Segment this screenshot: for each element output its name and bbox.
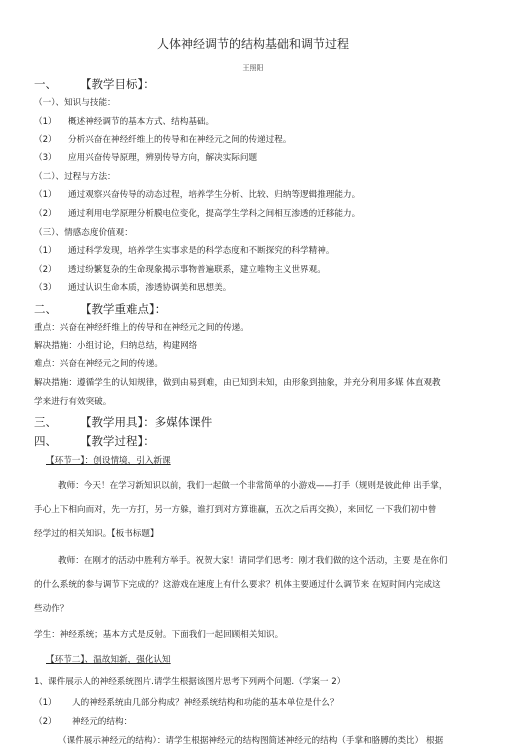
step-1-paragraph-1-line-2: 手心上下相向而对，先一方打，另一方躲，谁打到对方算谁赢，五次之后再交换），来回忆 一下我们初中曾 [34, 505, 437, 515]
step-1-paragraph-2-line-1: 教师：在刚才的活动中胜利方举手。祝贺大家！请同学们思考：刚才我们做的这个活动，主要 是在你们 [58, 556, 448, 566]
step-1-label: 【环节一】：创设情境，引入新课 [46, 456, 171, 466]
step-1-student-answer: 学生：神经系统；基本方式是反射。下面我们一起回顾相关知识。 [34, 630, 284, 640]
goal-3-item-2-text: 透过纷繁复杂的生命现象揭示事物普遍联系，建立唯物主义世界观。 [68, 265, 326, 275]
goal-1-item-3-text: 应用兴奋传导原理，辨别传导方向，解决实际问题 [68, 153, 258, 163]
step-2-line-1: 1、课件展示人的神经系统图片.请学生根据该图片思考下列两个问题.（学案一 2） [34, 677, 346, 687]
goal-1-item-3-number: （3） [34, 153, 57, 163]
section-4-number: 四、 [34, 434, 57, 448]
step-1-paragraph-1-line-1: 教师：今天！在学习新知识以前，我们一起做一个非常简单的小游戏——打手（规则是彼此伸 出手掌， [58, 481, 448, 491]
goal-3-heading: （三）、情感态度价值观： [34, 228, 133, 238]
goal-1-item-2-text: 分析兴奋在神经纤维上的传导和在神经元之间的传递过程。 [68, 135, 292, 145]
section-1-heading: 【教学目标】： [80, 77, 155, 91]
author-name: 王照阳 [242, 64, 264, 72]
goal-2-heading: （二）、过程与方法： [34, 172, 116, 182]
goal-3-item-1-number: （1） [34, 246, 57, 256]
goal-1-item-2-number: （2） [34, 135, 57, 145]
section-3-heading: 【教学用具】：多媒体课件 [80, 415, 213, 429]
step-1-paragraph-2-line-3: 些动作？ [34, 604, 69, 614]
key-point-line: 重点：兴奋在神经纤维上的传导和在神经元之间的传递。 [34, 323, 249, 333]
step-2-question-2-text: 神经元的结构： [72, 717, 133, 727]
step-2-question-1-text: 人的神经系统由几部分构成？神经系统结构和功能的基本单位是什么？ [72, 698, 339, 708]
step-2-question-2-number: （2） [34, 717, 57, 727]
goal-3-item-2-number: （2） [34, 265, 57, 275]
goal-1-item-1-text: 概述神经调节的基本方式、结构基础。 [68, 117, 215, 127]
section-3-number: 三、 [34, 415, 57, 429]
difficult-point-measure: 解决措施：遵循学生的认知规律，做到由易到难，由已知到未知，由形象到抽象，并充分利用多媒 体直观教 [34, 378, 441, 388]
goal-2-item-2-text: 通过利用电学原理分析膜电位变化，提高学生学科之间相互渗透的迁移能力。 [68, 209, 361, 219]
step-1-paragraph-2-line-2: 的什么系统的参与调节下完成的？这游戏在速度上有什么要求？机体主要通过什么调节来 在短时间内完成这 [34, 580, 441, 590]
goal-1-heading: （一）、知识与技能： [34, 98, 116, 108]
step-1-paragraph-1-line-3: 经学过的相关知识。【板书标题】 [34, 529, 159, 539]
key-point-measure: 解决措施：小组讨论，归纳总结，构建网络 [34, 341, 198, 351]
section-2-number: 二、 [34, 302, 57, 316]
difficult-point-measure-cont: 学来进行有效突破。 [34, 397, 112, 407]
goal-3-item-3-number: （3） [34, 283, 57, 293]
section-2-heading: 【教学重难点】： [80, 302, 167, 316]
goal-3-item-3-text: 通过认识生命本质，渗透协调美和思想美。 [68, 283, 232, 293]
step-2-line-4: （课件展示神经元的结构）：请学生根据神经元的结构图简述神经元的结构（手掌和胳膊的类比） 根据 [58, 736, 444, 746]
goal-2-item-1-text: 通过观察兴奋传导的动态过程，培养学生分析、比较、归纳等逻辑推理能力。 [68, 190, 361, 200]
goal-3-item-1-text: 通过科学发现，培养学生实事求是的科学态度和不断探究的科学精神。 [68, 246, 335, 256]
goal-1-item-1-number: （1） [34, 117, 57, 127]
section-4-heading: 【教学过程】： [80, 434, 155, 448]
section-1-number: 一、 [34, 77, 57, 91]
difficult-point-line: 难点：兴奋在神经元之间的传递。 [34, 359, 163, 369]
step-2-question-1-number: （1） [34, 698, 57, 708]
goal-2-item-2-number: （2） [34, 209, 57, 219]
document-title: 人体神经调节的结构基础和调节过程 [156, 37, 349, 51]
step-2-label: 【环节二】、温故知新，强化认知 [46, 655, 171, 665]
goal-2-item-1-number: （1） [34, 190, 57, 200]
